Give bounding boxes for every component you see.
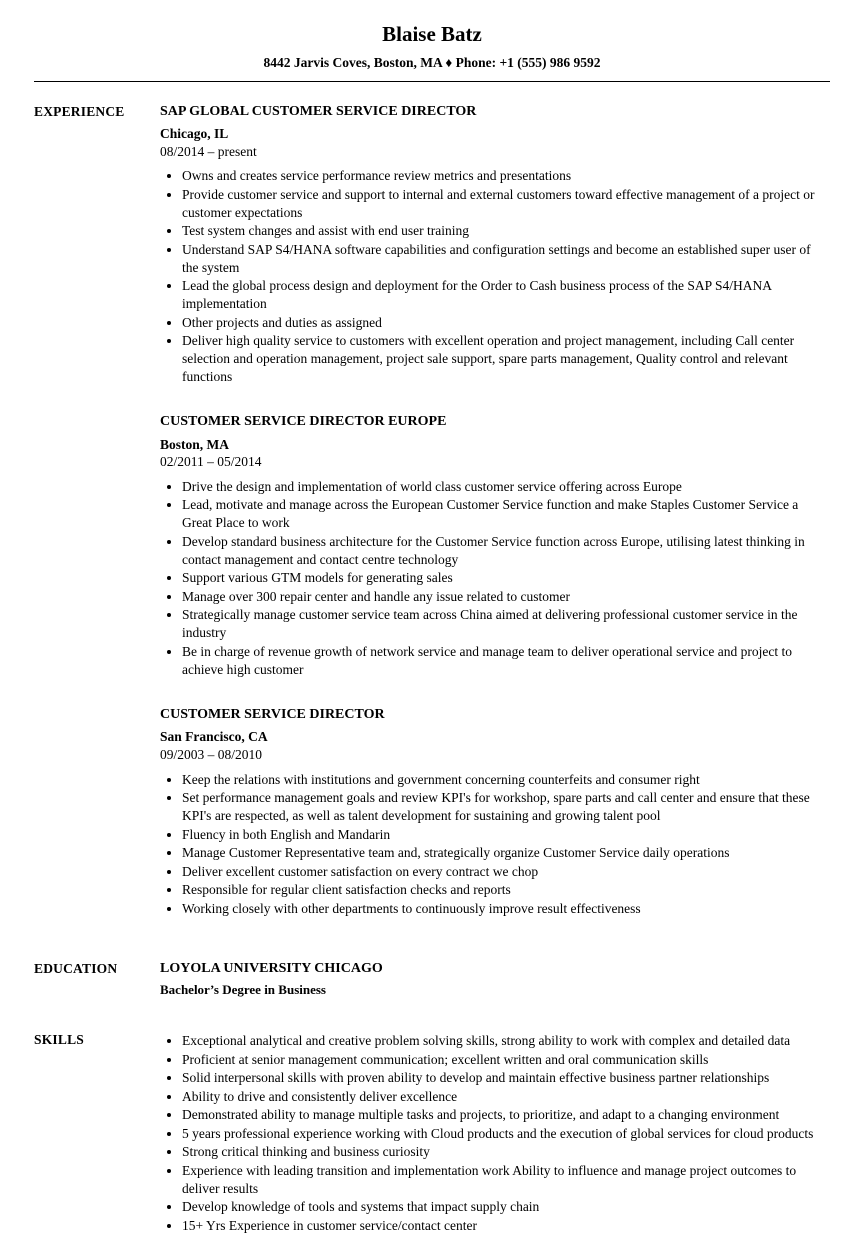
job-entry (160, 413, 830, 679)
section-experience (34, 103, 830, 918)
job-dates: 08/2014 – present (160, 143, 257, 159)
contact-line: 8442 Jarvis Coves, Boston, MA ♦ Phone: +1 (555) 986 9592 (263, 55, 601, 71)
bullet-item: • Support various GTM models for generating sales (182, 569, 830, 587)
bullet-item: • Keep the relations with institutions and government concerning counterfeits and consumer right (182, 771, 830, 789)
bullet-item: • Ability to drive and consistently deliver excellence (182, 1088, 830, 1106)
bullet-item: • Lead, motivate and manage across the European Customer Service function and make Staples Customer Service a Great Place to work (182, 496, 830, 532)
section-label-experience: EXPERIENCE (34, 103, 125, 119)
bullet-item: • Lead the global process design and deployment for the Order to Cash business process of the SAP S4/HANA implementation (182, 277, 830, 313)
section-education (34, 960, 830, 998)
bullet-item: • Owns and creates service performance review metrics and presentations (182, 167, 830, 185)
section-label-education: EDUCATION (34, 961, 118, 977)
bullet-item: • Manage over 300 repair center and handle any issue related to customer (182, 588, 830, 606)
education-degree: Bachelor’s Degree in Business (160, 981, 326, 997)
skills-content (160, 1031, 830, 1235)
bullet-item: • 15+ Yrs Experience in customer service/contact center (182, 1217, 830, 1235)
job-title: CUSTOMER SERVICE DIRECTOR (160, 706, 385, 722)
header-divider (34, 81, 830, 82)
bullet-item: • Exceptional analytical and creative problem solving skills, strong ability to work with complex and detailed data (182, 1032, 830, 1050)
bullet-item: • Drive the design and implementation of world class customer service offering across Europe (182, 478, 830, 496)
bullet-item: • Demonstrated ability to manage multiple tasks and projects, to prioritize, and adapt to a changing environment (182, 1106, 830, 1124)
bullet-item: • Develop knowledge of tools and systems that impact supply chain (182, 1198, 830, 1216)
job-location: Boston, MA (160, 436, 230, 452)
job-bullet-list (160, 167, 830, 386)
bullet-item: • Set performance management goals and review KPI's for workshop, spare parts and call center and ensure that these KPI's are respected, as well as talent development for sustaining and growing talent pool (182, 789, 830, 825)
resume-header (34, 22, 830, 72)
job-bullet-list (160, 478, 830, 679)
job-location: Chicago, IL (160, 126, 229, 142)
education-school: LOYOLA UNIVERSITY CHICAGO (160, 961, 383, 977)
bullet-item: • Deliver high quality service to customers with excellent operation and project management, including Call center selection and operation management, project sale support, spare parts management, Quality control and relevant functions (182, 332, 830, 386)
job-dates: 09/2003 – 08/2010 (160, 746, 263, 762)
job-entry (160, 706, 830, 918)
bullet-item: • Develop standard business architecture for the Customer Service function across Europe, utilising latest thinking in contact management and contact centre technology (182, 533, 830, 569)
section-skills (34, 1031, 830, 1235)
skills-bullet-list (160, 1032, 830, 1235)
bullet-item: • Working closely with other departments to continuously improve result effectiveness (182, 900, 830, 918)
job-location: San Francisco, CA (160, 729, 268, 745)
bullet-item: • Test system changes and assist with end user training (182, 222, 830, 240)
job-entry (160, 103, 830, 387)
bullet-item: • Be in charge of revenue growth of network service and manage team to deliver operational service and project to achieve high customer (182, 643, 830, 679)
bullet-item: • Provide customer service and support to internal and external customers toward effective management of a project or customer expectations (182, 186, 830, 222)
bullet-item: • Manage Customer Representative team and, strategically organize Customer Service daily operations (182, 844, 830, 862)
job-bullet-list (160, 771, 830, 918)
bullet-item: • 5 years professional experience working with Cloud products and the execution of global services for cloud products (182, 1125, 830, 1143)
bullet-item: • Fluency in both English and Mandarin (182, 826, 830, 844)
bullet-item: • Solid interpersonal skills with proven ability to develop and maintain effective business partner relationships (182, 1069, 830, 1087)
bullet-item: • Responsible for regular client satisfaction checks and reports (182, 881, 830, 899)
person-name: Blaise Batz (382, 22, 482, 46)
bullet-item: • Other projects and duties as assigned (182, 314, 830, 332)
bullet-item: • Understand SAP S4/HANA software capabilities and configuration settings and become an established super user of the system (182, 241, 830, 277)
bullet-item: • Proficient at senior management communication; excellent written and oral communication skills (182, 1051, 830, 1069)
section-label-skills: SKILLS (34, 1032, 84, 1048)
job-dates: 02/2011 – 05/2014 (160, 454, 262, 470)
experience-content (160, 103, 830, 918)
education-content (160, 960, 830, 998)
job-title: CUSTOMER SERVICE DIRECTOR EUROPE (160, 414, 447, 430)
bullet-item: • Experience with leading transition and implementation work Ability to influence and manage project outcomes to deliver results (182, 1162, 830, 1198)
bullet-item: • Strong critical thinking and business curiosity (182, 1143, 830, 1161)
bullet-item: • Deliver excellent customer satisfaction on every contract we chop (182, 863, 830, 881)
bullet-item: • Strategically manage customer service team across China aimed at delivering professional customer service in the industry (182, 606, 830, 642)
job-title: SAP GLOBAL CUSTOMER SERVICE DIRECTOR (160, 103, 477, 119)
